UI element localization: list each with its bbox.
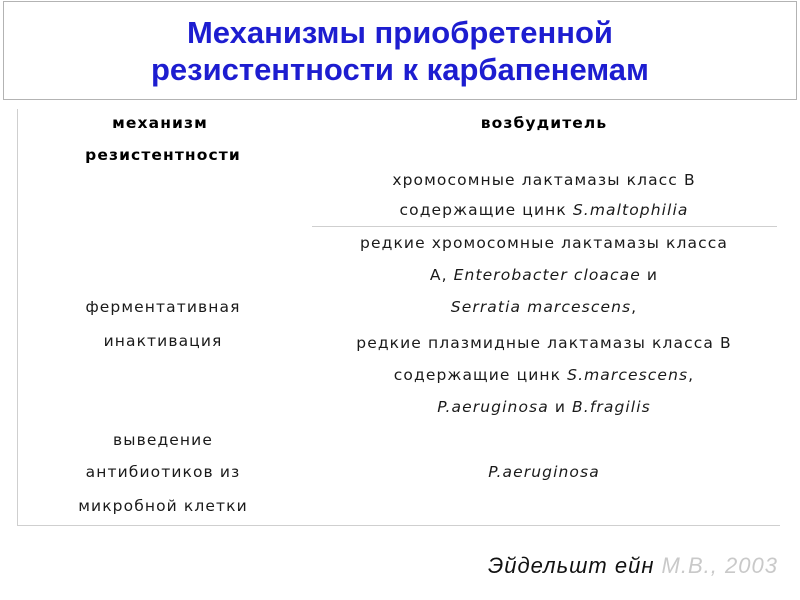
mechanism-line: выведение xyxy=(113,431,213,449)
pathogen-line: P.aeruginosa и B.fragilis xyxy=(437,398,651,416)
pathogen-line: редкие хромосомные лактамазы класса xyxy=(360,234,728,252)
citation-author: Эйдельшт ейн xyxy=(488,553,655,578)
mechanism-line: ферментативная xyxy=(85,298,241,316)
header-pathogen: возбудитель xyxy=(480,114,608,132)
slide-title xyxy=(3,1,797,100)
pathogen-line: P.aeruginosa xyxy=(488,463,600,481)
header-mechanism-line-1: механизм xyxy=(112,114,208,132)
pathogen-line: содержащие цинк S.marcescens, xyxy=(393,366,695,384)
pathogen-line: A, Enterobacter cloacae и xyxy=(429,266,659,284)
pathogen-line: содержащие цинк S.maltophilia xyxy=(399,201,689,219)
pathogen-line: хромосомные лактамазы класс B xyxy=(392,171,696,189)
mechanism-line: микробной клетки xyxy=(78,497,248,515)
mechanism-line: инактивация xyxy=(103,332,223,350)
pathogen-line: редкие плазмидные лактамазы класса B xyxy=(356,334,732,352)
header-mechanism-line-2: резистентности xyxy=(85,146,241,164)
title-line-1: Механизмы приобретенной xyxy=(186,14,613,50)
title-line-2: резистентности к карбапенемам xyxy=(151,51,649,87)
citation-initials-year: М.В., 2003 xyxy=(654,553,778,578)
row-divider xyxy=(312,226,777,227)
mechanism-line: антибиотиков из xyxy=(85,463,241,481)
citation xyxy=(488,553,778,579)
pathogen-line: Serratia marcescens, xyxy=(450,298,638,316)
